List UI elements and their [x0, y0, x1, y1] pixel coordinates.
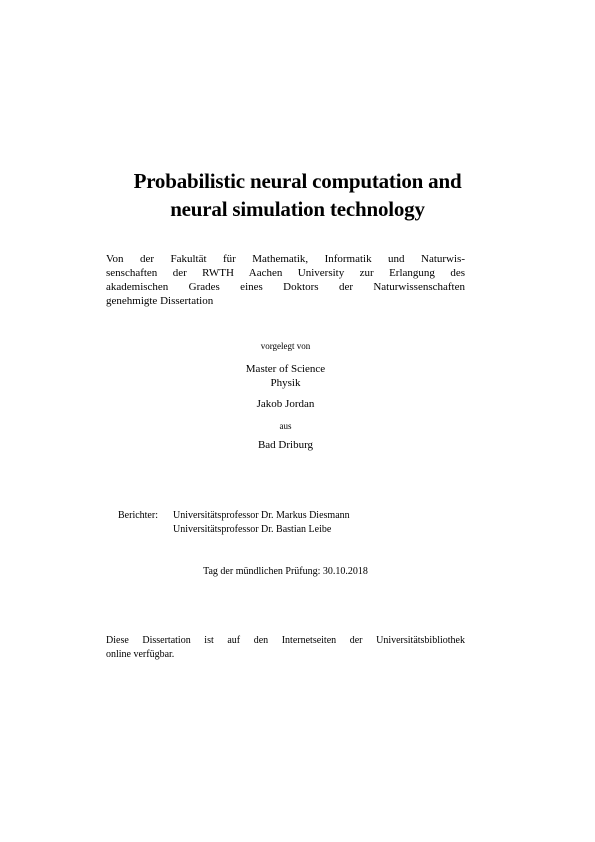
availability-note-line: Diese Dissertation ist auf den Internetseiten der Universitätsbibliothek — [106, 635, 465, 646]
oral-exam-date: Tag der mündlichen Prüfung: 30.10.2018 — [203, 566, 368, 577]
from-label: aus — [279, 421, 292, 431]
availability-note — [106, 634, 465, 662]
referee-name: Universitätsprofessor Dr. Markus Diesmann — [173, 510, 350, 521]
faculty-statement-line: genehmigte Dissertation — [106, 295, 214, 307]
submitted-by-label: vorgelegt von — [260, 341, 311, 351]
faculty-statement-line: senschaften der RWTH Aachen University zur Erlangung des — [106, 267, 465, 279]
availability-note-line: online verfügbar. — [106, 649, 175, 660]
faculty-statement — [106, 252, 465, 308]
referee-name: Universitätsprofessor Dr. Bastian Leibe — [173, 524, 332, 535]
author-name: Jakob Jordan — [256, 398, 315, 410]
author-degree: Master of Science — [245, 363, 326, 375]
faculty-statement-line: Von der Fakultät für Mathematik, Informatik und Naturwis- — [106, 253, 465, 265]
author-field: Physik — [270, 377, 301, 389]
referees-label: Berichter: — [118, 510, 158, 521]
author-hometown: Bad Driburg — [257, 439, 314, 451]
referees-list — [173, 509, 350, 537]
thesis-title — [60, 167, 535, 223]
title-line-2: neural simulation technology — [170, 197, 425, 221]
title-line-1: Probabilistic neural computation and — [133, 169, 462, 193]
faculty-statement-line: akademischen Grades eines Doktors der Naturwissenschaften — [106, 281, 465, 293]
